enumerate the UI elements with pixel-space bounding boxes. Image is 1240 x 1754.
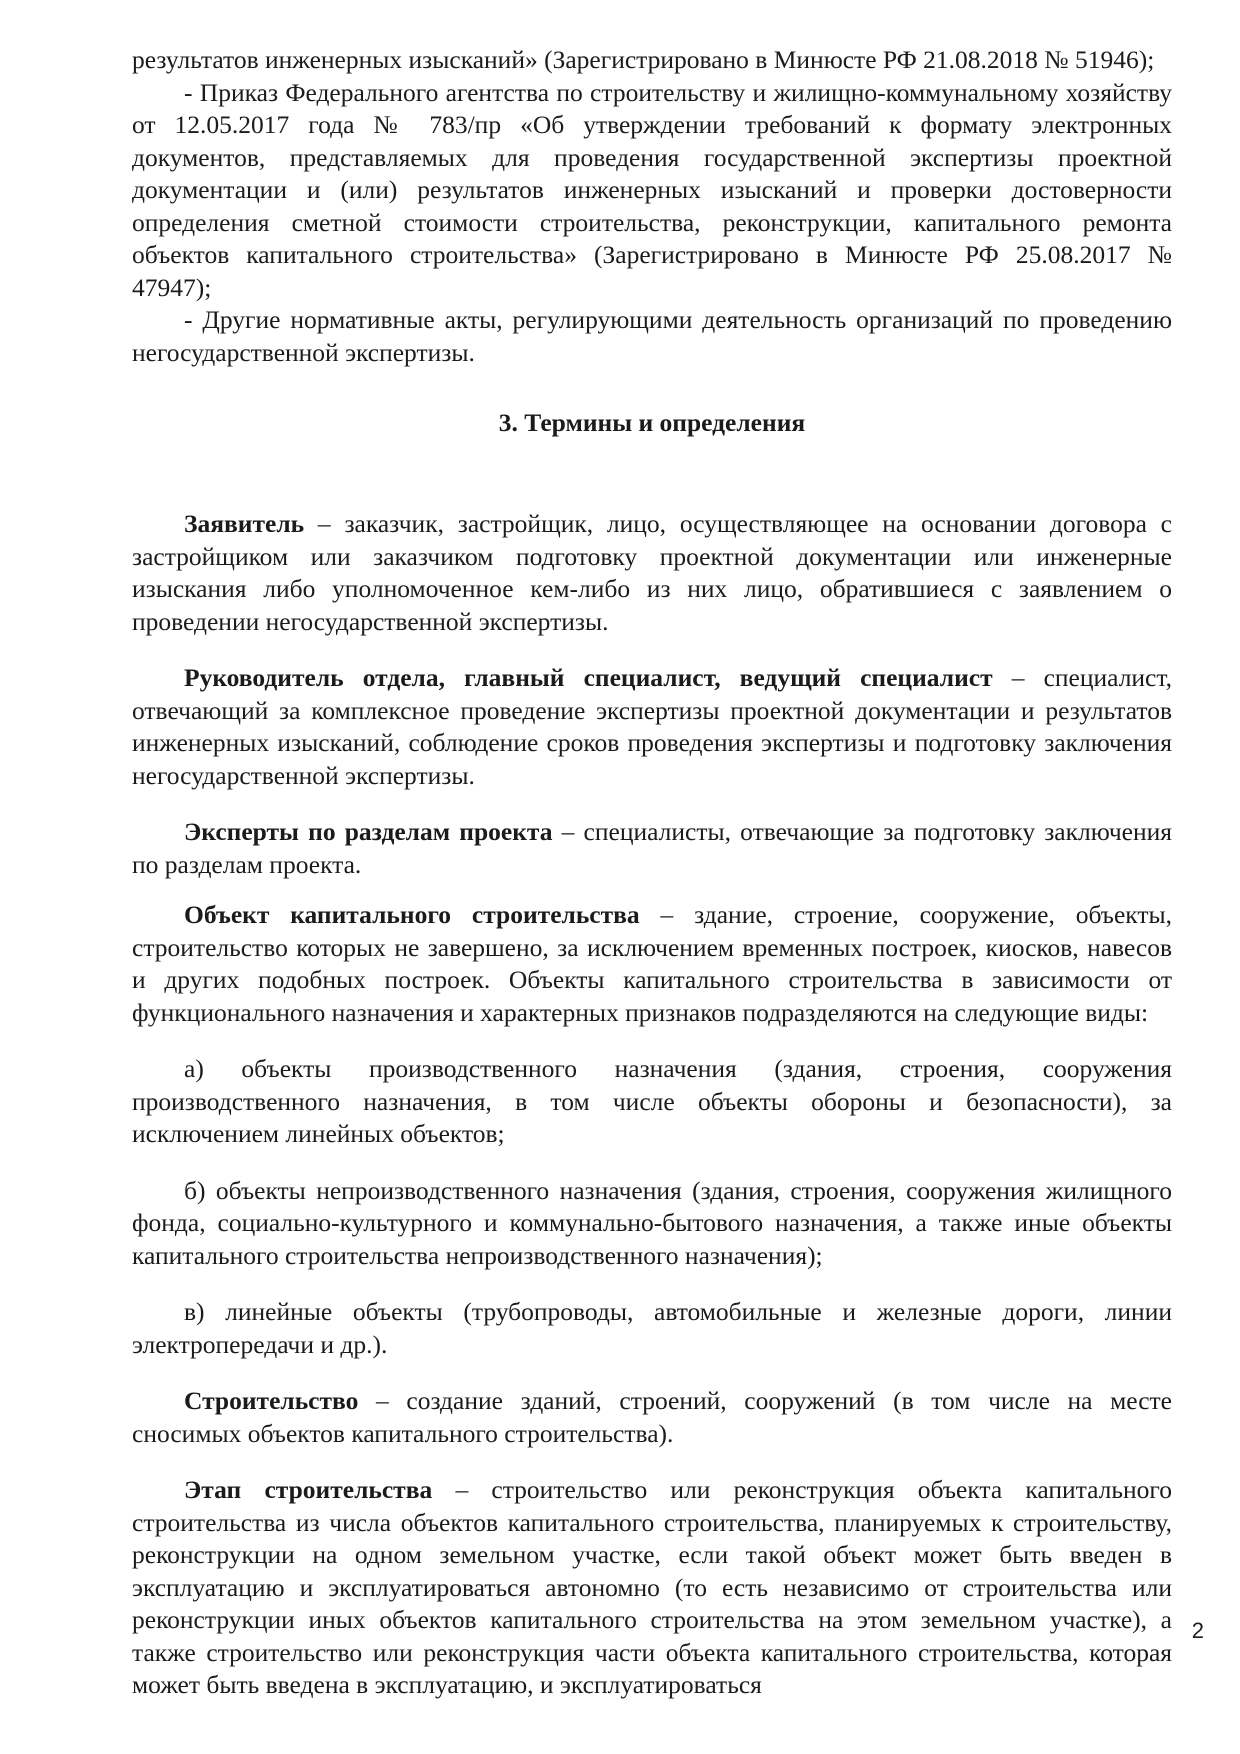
page-number: 2 <box>1191 1618 1204 1643</box>
definition-term: Заявитель <box>184 509 305 538</box>
definition-head-of-department <box>132 662 1172 792</box>
definition-capital-object <box>132 899 1172 1029</box>
paragraph-continuation: результатов инженерных изысканий» (Зарегистрировано в Минюсте РФ 21.08.2018 № 51946); <box>132 45 1155 74</box>
list-item: в) линейные объекты (трубопроводы, автомобильные и железные дороги, линии электропередачи и др.). <box>132 1297 1172 1359</box>
definition-term: Объект капитального строительства <box>184 900 640 929</box>
list-item: а) объекты производственного назначения (здания, строения, сооружения производственного назначения, в том числе объекты обороны и безопасности), за исключением линейных объектов; <box>132 1054 1172 1148</box>
definition-text: – строительство или реконструкция объекта капитального строительства из числа объектов капитального строительства, планируемых к строительству, реконструкции на одном земельном участке, если такой объект может быть введен в эксплуатацию и эксплуатироваться автономно (то есть независимо от строительства или реконструкции иных объектов капитального строительства на этом земельном участке), а также строительство или реконструкция части объекта капитального строительства, которая может быть введена в эксплуатацию, и эксплуатироваться <box>132 1475 1172 1699</box>
definition-term: Этап строительства <box>184 1475 433 1504</box>
definition-construction <box>132 1385 1172 1450</box>
definition-text: – специалисты, отвечающие за подготовку заключения по разделам проекта. <box>132 817 1172 879</box>
section-title: 3. Термины и определения <box>498 408 806 437</box>
list-item: б) объекты непроизводственного назначения (здания, строения, сооружения жилищного фонда, социально-культурного и коммунально-бытового назначения, а также иные объекты капитального строительства непроизводственного назначения); <box>132 1175 1172 1270</box>
definition-experts <box>132 816 1172 881</box>
definition-term: Руководитель отдела, главный специалист, ведущий специалист <box>184 663 993 692</box>
definition-term: Эксперты по разделам проекта <box>184 817 553 846</box>
definition-construction-stage <box>132 1474 1172 1702</box>
definition-term: Строительство <box>184 1386 359 1415</box>
definition-text: – специалист, отвечающий за комплексное проведение экспертизы проектной документации и результатов инженерных изысканий, соблюдение сроков проведения экспертизы и подготовку заключения негосударственной экспертизы. <box>132 663 1172 790</box>
definition-text: – здание, строение, сооружение, объекты, строительство которых не завершено, за исключением временных построек, киосков, навесов и других подобных построек. Объекты капитального строительства в зависимости от функционального назначения и характерных признаков подразделяются на следующие виды: <box>132 900 1172 1027</box>
paragraph-other-acts: - Другие нормативные акты, регулирующими деятельность организаций по проведению негосударственной экспертизы. <box>132 305 1172 367</box>
definition-text: – создание зданий, строений, сооружений (в том числе на месте сносимых объектов капитального строительства). <box>132 1386 1172 1448</box>
definition-text: – заказчик, застройщик, лицо, осуществляющее на основании договора с застройщиком или заказчиком подготовку проектной документации или инженерные изыскания либо уполномоченное кем-либо из них лицо, обратившиеся с заявлением о проведении негосударственной экспертизы. <box>132 509 1172 636</box>
paragraph-order-reference: - Приказ Федерального агентства по строительству и жилищно-коммунальному хозяйству от 12.05.2017 года № 783/пр «Об утверждении требований к формату электронных документов, представляемых для проведения государственной экспертизы проектной документации и (или) результатов инженерных изысканий и проверки достоверности определения сметной стоимости строительства, реконструкции, капитального ремонта объектов капитального строительства» (Зарегистрировано в Минюсте РФ 25.08.2017 № 47947); <box>132 77 1172 302</box>
definition-applicant <box>132 508 1172 638</box>
